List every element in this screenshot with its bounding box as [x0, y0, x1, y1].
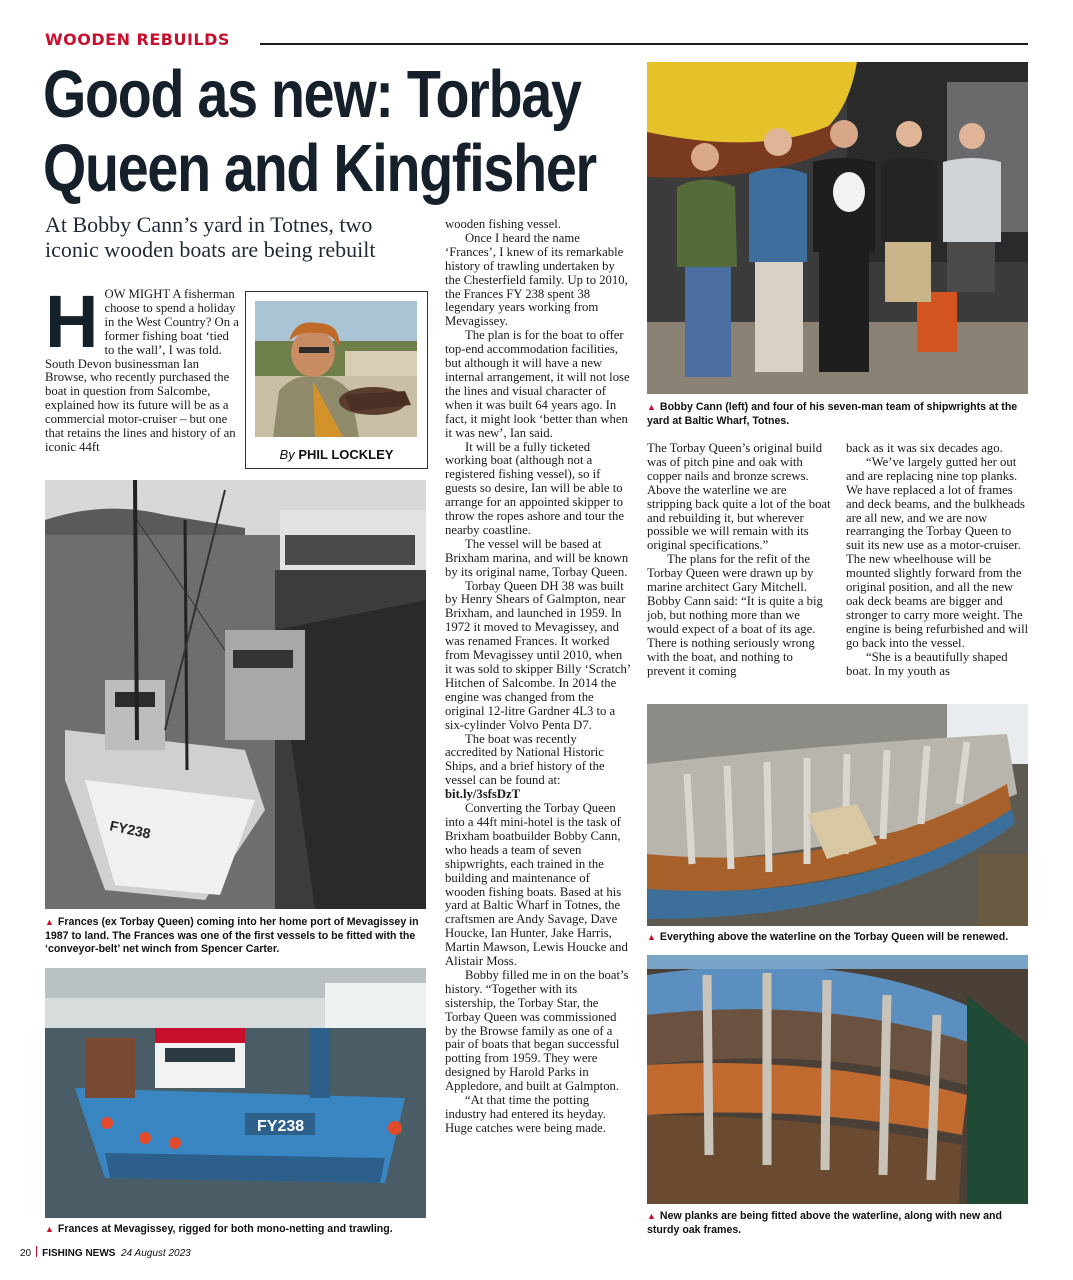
hull-reg-blue: FY238 — [257, 1118, 305, 1135]
photo-team — [647, 62, 1028, 394]
headline — [43, 57, 596, 206]
col2-para-2: Once I heard the name ‘Frances’, I knew of its remarkable history of trawling undertaken by the Chesterfield family. Up to 2010, the Frances FY 238 spent 38 legendary years working from Mevagissey. — [445, 230, 628, 329]
col2-para-1: wooden fishing vessel. — [445, 217, 561, 231]
col2-para-7-text: The boat was recently accredited by National Historic Ships, and a brief history of the vessel can be found at: — [445, 731, 605, 788]
page-number: 20 — [20, 1248, 32, 1259]
caption-team — [647, 401, 1028, 428]
col2-para-9: Bobby filled me in on the boat’s history. “Together with its sistership, the Torbay Star, the Torbay Queen was commissioned by the Browse family as one of a pair of boats that began successful potting from 1959. They were designed by Harold Parks in Appledore, and built at Galmpton. — [445, 967, 629, 1094]
col3-para-2: The plans for the refit of the Torbay Queen were drawn up by marine architect Gary Mitchell. Bobby Cann said: “It is quite a big job, but nothing more than we would expect of a boat of its age. There is nothing seriously wrong with the boat, and nothing to prevent it coming — [647, 552, 823, 678]
caption-caret-icon: ▲ — [45, 917, 54, 927]
col2-para-8: Converting the Torbay Queen into a 44ft mini-hotel is the task of Brixham boatbuilder Bobby Cann, who heads a team of seven shipwrights, each trained in the building and maintenance of wooden fishing boats. Based at his yard at Baltic Wharf in Totnes, the craftsmen are Andy Savage, Dave Houcke, Ian Hunter, Jake Harris, Martin Mawson, Lewis Houcke and Alistair Moss. — [445, 801, 628, 969]
col4-para-3: “She is a beautifully shaped boat. In my youth as — [846, 649, 1008, 678]
drop-cap: H — [45, 280, 99, 363]
caption-caret-icon: ▲ — [647, 402, 656, 412]
caption-frances-bw-text: Frances (ex Torbay Queen) coming into her home port of Mevagissey in 1987 to land. The Frances was one of the first vessels to be fitted with the ‘conveyor-belt’ net winch from Spencer Carter. — [45, 916, 419, 955]
hull-reg-bw: FY238 — [108, 817, 153, 842]
byline — [246, 447, 427, 462]
section-rule — [260, 43, 1028, 45]
caption-team-text: Bobby Cann (left) and four of his seven-man team of shipwrights at the yard at Baltic Wharf, Totnes. — [647, 401, 1018, 427]
caption-frances-blue — [45, 1223, 426, 1237]
standfirst: At Bobby Cann’s yard in Totnes, two iconic wooden boats are being rebuilt — [45, 212, 376, 262]
issue-date: 24 August 2023 — [121, 1248, 191, 1259]
photo-waterline — [647, 704, 1028, 926]
page-footer — [20, 1246, 191, 1259]
photo-frances-bw — [45, 480, 426, 909]
author-photo — [255, 301, 417, 437]
headline-line-1: Good as new: Torbay — [43, 57, 581, 132]
caption-frances-blue-text: Frances at Mevagissey, rigged for both mono-netting and trawling. — [57, 1223, 393, 1235]
intro-paragraph: OW MIGHT A fisherman choose to spend a holiday in the West Country? On a former fishing boat ‘tied to the wall’, I was told. South Devon businessman Ian Browse, who recently purchased the boat in question from Salcombe, explained how its future will be as a commercial motor-cruiser – but one that retains the lines and history of an iconic 44ft — [45, 287, 239, 454]
col2-para-6: Torbay Queen DH 38 was built by Henry Shears of Galmpton, near Brixham, and launched in 1959. In 1972 it moved to Mevagissey, and was renamed Frances. It worked from Mevagissey until 2010, when it was sold to skipper Billy ‘Scratch’ Hitchen of Salcombe. In 2014 the engine was changed from the original 12-litre Gardner 4L3 to a six-cylinder Volvo Penta D7. — [445, 578, 631, 732]
publication-name: FISHING NEWS — [42, 1248, 116, 1259]
caption-waterline — [647, 931, 1028, 945]
col2-para-5: The vessel will be based at Brixham marina, and will be known by its original name, Torbay Queen. — [445, 536, 629, 579]
col3-para-1: The Torbay Queen’s original build was of pitch pine and oak with copper nails and bronze screws. Above the waterline we are stripping back quite a lot of the boat and rebuilding it, but wherever possible we will remain with its original specifications.” — [647, 441, 831, 553]
footer-divider — [36, 1246, 37, 1257]
col2-para-4: It will be a fully ticketed working boat (although not a registered fishing vessel), so if guests so desire, Ian will be able to arrange for an appointed skipper to throw the ropes ashore and tour the nearby coastline. — [445, 439, 624, 537]
caption-caret-icon: ▲ — [647, 1211, 656, 1221]
caption-caret-icon: ▲ — [45, 1224, 54, 1234]
caption-caret-icon: ▲ — [647, 932, 656, 942]
body-column-4 — [846, 442, 1030, 678]
col2-para-10: “At that time the potting industry had entered its heyday. Huge catches were being made. — [445, 1093, 606, 1135]
caption-planks-text: New planks are being fitted above the waterline, along with new and sturdy oak frames. — [647, 1210, 1002, 1236]
history-link[interactable]: bit.ly/3sfsDzT — [445, 787, 521, 802]
byline-box — [245, 291, 428, 469]
caption-planks — [647, 1210, 1028, 1237]
body-column-3 — [647, 442, 831, 678]
section-label: WOODEN REBUILDS — [45, 30, 230, 49]
col4-para-1: back as it was six decades ago. — [846, 441, 1003, 455]
col2-para-3: The plan is for the boat to offer top-end accommodation facilities, but although it will have a new internal arrangement, it will not lose the lines and visual character of when it was built 64 years ago. In fact, it might look ‘better than when it was new’, Ian said. — [445, 328, 630, 440]
col4-para-2: “We’ve largely gutted her out and are replacing nine top planks. We have replaced a lot of frames and deck beams, and the bulkheads are all new, and we are now rearranging the Torbay Queen to suit its new use as a motor-cruiser. The new wheelhouse will be mounted slightly forward from the original position, and all the new oak deck beams are bigger and stronger to carry more weight. The engine is being refurbished and will go back into the vessel. — [846, 454, 1029, 650]
byline-prefix: By — [279, 447, 295, 462]
photo-frances-blue — [45, 968, 426, 1218]
caption-waterline-text: Everything above the waterline on the Torbay Queen will be renewed. — [659, 931, 1009, 943]
photo-planks — [647, 955, 1028, 1204]
col2-para-7 — [445, 733, 631, 803]
headline-line-2: Queen and Kingfisher — [43, 131, 596, 206]
byline-name: PHIL LOCKLEY — [298, 447, 394, 462]
body-column-2 — [445, 218, 631, 1136]
caption-frances-bw — [45, 916, 426, 957]
intro-column — [45, 280, 239, 455]
